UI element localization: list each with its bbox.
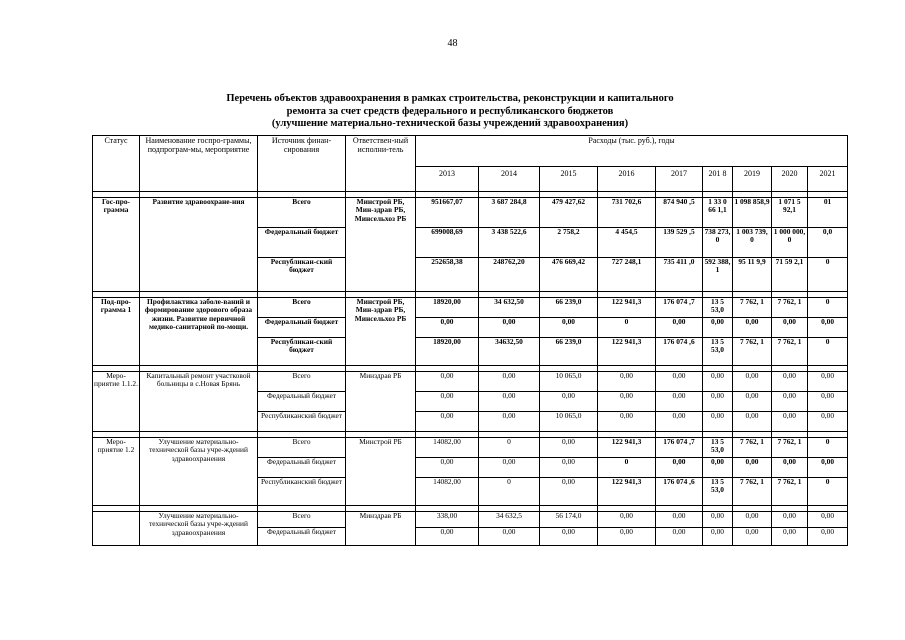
value-cell: 0,00	[598, 372, 656, 392]
value-cell: 338,00	[416, 512, 479, 528]
value-cell: 0,00	[656, 528, 703, 546]
value-cell: 252658,38	[416, 258, 479, 292]
value-cell: 0,00	[598, 528, 656, 546]
source-cell: Федеральный бюджет	[258, 318, 346, 338]
value-cell: 0,00	[416, 318, 479, 338]
value-cell: 0,00	[808, 392, 848, 412]
status-cell: Гос-про-грамма	[93, 198, 140, 292]
name-cell: Профилактика заболе-ваний и формирование здорового образа жизни. Развитие первичной медико-санитарной по-мощи.	[140, 298, 258, 366]
document-title	[140, 93, 760, 131]
value-cell: 0,00	[733, 318, 772, 338]
value-cell: 0	[479, 478, 540, 506]
value-cell: 56 174,0	[540, 512, 598, 528]
value-cell: 0,00	[772, 458, 808, 478]
value-cell: 0,00	[772, 512, 808, 528]
value-cell: 176 074 ,6	[656, 478, 703, 506]
value-cell: 0,00	[703, 528, 733, 546]
value-cell: 14082,00	[416, 438, 479, 458]
title-line-2: ремонта за счет средств федерального и республиканского бюджетов	[286, 105, 614, 117]
value-cell: 476 669,42	[540, 258, 598, 292]
value-cell: 18920,00	[416, 298, 479, 318]
value-cell: 0,00	[540, 438, 598, 458]
value-cell: 0,00	[733, 458, 772, 478]
value-cell: 66 239,0	[540, 338, 598, 366]
value-cell: 0	[808, 338, 848, 366]
value-cell: 139 529 ,5	[656, 228, 703, 258]
value-cell: 0,00	[703, 458, 733, 478]
header-year: 2020	[772, 167, 808, 192]
value-cell: 0,00	[733, 412, 772, 432]
source-cell: Всего	[258, 512, 346, 528]
value-cell: 7 762, 1	[733, 478, 772, 506]
value-cell: 1 000 000, 0	[772, 228, 808, 258]
value-cell: 0	[808, 438, 848, 458]
table-row	[93, 372, 848, 392]
value-cell: 0,00	[733, 372, 772, 392]
value-cell: 176 074 ,7	[656, 298, 703, 318]
value-cell: 13 5 53,0	[703, 438, 733, 458]
status-cell: Меро-приятие 1.2	[93, 438, 140, 506]
status-cell	[93, 512, 140, 546]
value-cell: 0,00	[479, 372, 540, 392]
responsible-cell: Минстрой РБ, Мин-здрав РБ, Минсельхоз РБ	[346, 298, 416, 366]
name-cell: Улучшение материально-технической базы учре-ждений здравоохранения	[140, 512, 258, 546]
status-cell: Под-про-грамма 1	[93, 298, 140, 366]
value-cell: 0,00	[703, 372, 733, 392]
value-cell: 1 003 739, 0	[733, 228, 772, 258]
value-cell: 0,00	[772, 392, 808, 412]
value-cell: 0	[808, 478, 848, 506]
responsible-cell: Минстрой РБ, Мин-здрав РБ, Минсельхоз РБ	[346, 198, 416, 292]
status-cell: Меро-приятие 1.1.2.	[93, 372, 140, 432]
value-cell: 10 065,0	[540, 412, 598, 432]
table-row	[93, 198, 848, 228]
value-cell: 0,00	[416, 372, 479, 392]
source-cell: Всего	[258, 438, 346, 458]
value-cell: 0,00	[808, 458, 848, 478]
responsible-cell: Минздрав РБ	[346, 372, 416, 432]
value-cell: 13 5 53,0	[703, 298, 733, 318]
title-line-1: Перечень объектов здравоохранения в рамках строительства, реконструкции и капитального	[226, 93, 674, 104]
value-cell: 10 065,0	[540, 372, 598, 392]
value-cell: 95 11 9,9	[733, 258, 772, 292]
value-cell: 34632,50	[479, 338, 540, 366]
value-cell: 7 762, 1	[733, 438, 772, 458]
value-cell: 7 762, 1	[772, 478, 808, 506]
value-cell: 4 454,5	[598, 228, 656, 258]
value-cell: 0,00	[703, 318, 733, 338]
responsible-cell: Минстрой РБ	[346, 438, 416, 506]
value-cell: 0	[598, 458, 656, 478]
value-cell: 7 762, 1	[772, 298, 808, 318]
header-year: 2016	[598, 167, 656, 192]
value-cell: 0,00	[656, 372, 703, 392]
page-number: 48	[447, 38, 458, 49]
value-cell: 01	[808, 198, 848, 228]
value-cell: 0,00	[808, 528, 848, 546]
value-cell: 0,00	[656, 412, 703, 432]
title-line-3: (улучшение материально-технической базы учреждений здравоохранения)	[271, 118, 629, 129]
responsible-cell: Минздрав РБ	[346, 512, 416, 546]
value-cell: 0,00	[656, 318, 703, 338]
value-cell: 7 762, 1	[733, 338, 772, 366]
header-source: Источник финан-сирования	[258, 136, 346, 192]
name-cell: Улучшение материально-технической базы учре-ждений здравоохранения	[140, 438, 258, 506]
header-status: Статус	[93, 136, 140, 192]
value-cell: 0,00	[598, 392, 656, 412]
value-cell: 699008,69	[416, 228, 479, 258]
value-cell: 738 273, 0	[703, 228, 733, 258]
value-cell: 0,00	[479, 318, 540, 338]
source-cell: Республиканский бюджет	[258, 412, 346, 432]
source-cell: Республикан-ский бюджет	[258, 338, 346, 366]
header-year: 2017	[656, 167, 703, 192]
value-cell: 731 702,6	[598, 198, 656, 228]
value-cell: 0,00	[703, 512, 733, 528]
source-cell: Всего	[258, 372, 346, 392]
expenses-table	[92, 135, 848, 546]
value-cell: 0,00	[540, 478, 598, 506]
header-name: Наименование госпро-граммы, подпрограм-мы, мероприятие	[140, 136, 258, 192]
value-cell: 3 687 284,8	[479, 198, 540, 228]
source-cell: Всего	[258, 198, 346, 228]
value-cell: 0,00	[703, 412, 733, 432]
value-cell: 2 758,2	[540, 228, 598, 258]
table-row	[93, 298, 848, 318]
value-cell: 7 762, 1	[772, 338, 808, 366]
value-cell: 122 941,3	[598, 478, 656, 506]
value-cell: 0,00	[772, 318, 808, 338]
value-cell: 0,00	[540, 318, 598, 338]
value-cell: 951667,07	[416, 198, 479, 228]
value-cell: 13 5 53,0	[703, 338, 733, 366]
value-cell: 0,00	[656, 458, 703, 478]
name-cell: Капитальный ремонт участковой больницы в с.Новая Брянь	[140, 372, 258, 432]
source-cell: Всего	[258, 298, 346, 318]
value-cell: 122 941,3	[598, 338, 656, 366]
source-cell: Федеральный бюджет	[258, 392, 346, 412]
value-cell: 1 33 0 66 1,1	[703, 198, 733, 228]
value-cell: 0,00	[772, 528, 808, 546]
value-cell: 479 427,62	[540, 198, 598, 228]
value-cell: 0,00	[656, 512, 703, 528]
value-cell: 34 632,50	[479, 298, 540, 318]
value-cell: 0,00	[598, 512, 656, 528]
value-cell: 248762,20	[479, 258, 540, 292]
value-cell: 0,00	[772, 412, 808, 432]
value-cell: 0	[598, 318, 656, 338]
table-row	[93, 438, 848, 458]
value-cell: 18920,00	[416, 338, 479, 366]
source-cell: Республикан-ский бюджет	[258, 258, 346, 292]
source-cell: Федеральный бюджет	[258, 458, 346, 478]
source-cell: Федеральный бюджет	[258, 528, 346, 546]
value-cell: 13 5 53,0	[703, 478, 733, 506]
value-cell: 735 411 ,0	[656, 258, 703, 292]
value-cell: 176 074 ,6	[656, 338, 703, 366]
value-cell: 1 098 858,9	[733, 198, 772, 228]
value-cell: 0,00	[540, 528, 598, 546]
value-cell: 0,00	[479, 392, 540, 412]
value-cell: 7 762, 1	[733, 298, 772, 318]
value-cell: 0,0	[808, 228, 848, 258]
value-cell: 0	[808, 298, 848, 318]
value-cell: 122 941,3	[598, 438, 656, 458]
header-year: 2015	[540, 167, 598, 192]
value-cell: 0,00	[479, 412, 540, 432]
value-cell: 592 388, 1	[703, 258, 733, 292]
value-cell: 71 59 2,1	[772, 258, 808, 292]
value-cell: 34 632,5	[479, 512, 540, 528]
table-body	[93, 136, 848, 546]
value-cell: 66 239,0	[540, 298, 598, 318]
name-cell: Развитие здравоохране-ния	[140, 198, 258, 292]
header-year: 201 8	[703, 167, 733, 192]
value-cell: 0,00	[808, 372, 848, 392]
header-year: 2019	[733, 167, 772, 192]
value-cell: 0,00	[733, 528, 772, 546]
value-cell: 0,00	[479, 458, 540, 478]
value-cell: 0,00	[598, 412, 656, 432]
header-year: 2013	[416, 167, 479, 192]
value-cell: 7 762, 1	[772, 438, 808, 458]
source-cell: Республиканский бюджет	[258, 478, 346, 506]
value-cell: 3 438 522,6	[479, 228, 540, 258]
value-cell: 0,00	[416, 458, 479, 478]
value-cell: 0,00	[416, 392, 479, 412]
header-expenses: Расходы (тыс. руб.), годы	[416, 136, 848, 167]
value-cell: 0	[808, 258, 848, 292]
value-cell: 0,00	[808, 412, 848, 432]
value-cell: 0,00	[656, 392, 703, 412]
header-row	[93, 136, 848, 167]
value-cell: 0,00	[808, 318, 848, 338]
value-cell: 0,00	[540, 392, 598, 412]
value-cell: 0	[479, 438, 540, 458]
value-cell: 0,00	[733, 512, 772, 528]
value-cell: 0,00	[540, 458, 598, 478]
value-cell: 0,00	[772, 372, 808, 392]
table-row	[93, 512, 848, 528]
value-cell: 0,00	[479, 528, 540, 546]
header-responsible: Ответствен-ный исполни-тель	[346, 136, 416, 192]
value-cell: 0,00	[416, 528, 479, 546]
header-year: 2021	[808, 167, 848, 192]
header-year: 2014	[479, 167, 540, 192]
value-cell: 122 941,3	[598, 298, 656, 318]
value-cell: 14082,00	[416, 478, 479, 506]
value-cell: 0,00	[808, 512, 848, 528]
value-cell: 0,00	[416, 412, 479, 432]
value-cell: 1 071 5 92,1	[772, 198, 808, 228]
value-cell: 727 248,1	[598, 258, 656, 292]
source-cell: Федеральный бюджет	[258, 228, 346, 258]
value-cell: 176 074 ,7	[656, 438, 703, 458]
value-cell: 0,00	[703, 392, 733, 412]
value-cell: 0,00	[733, 392, 772, 412]
value-cell: 874 940 ,5	[656, 198, 703, 228]
